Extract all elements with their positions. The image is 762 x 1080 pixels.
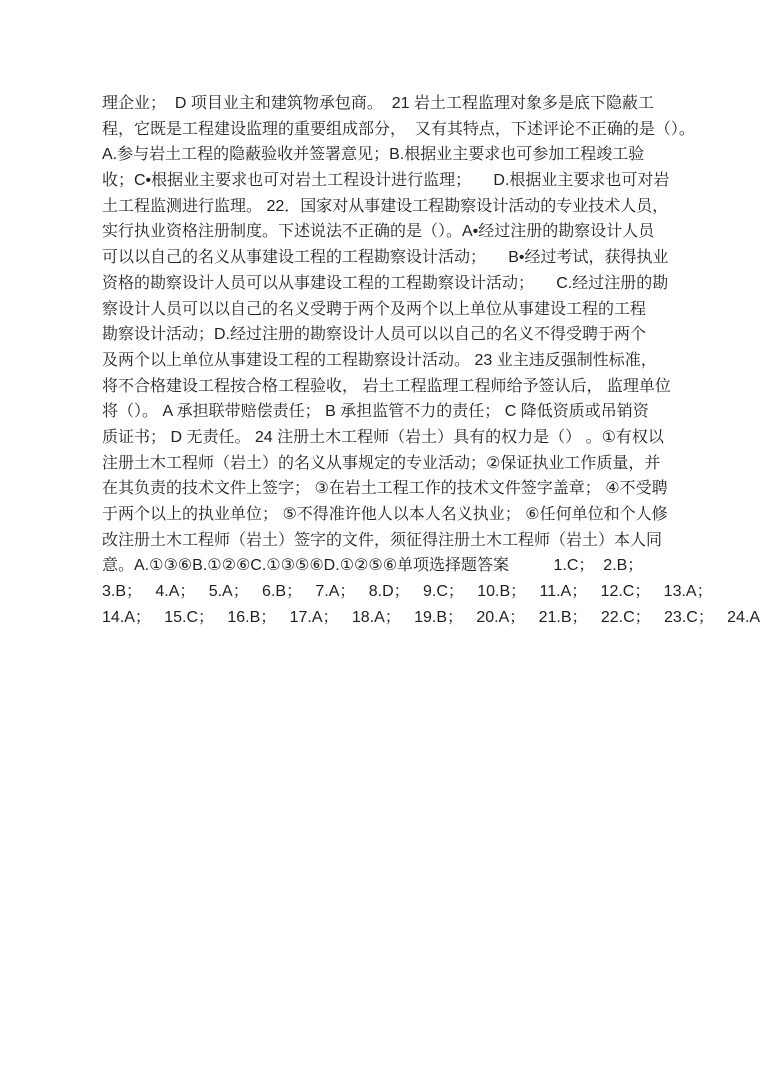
text-line: 注册土木工程师（岩土）的名义从事规定的专业活动；②保证执业工作质量，并 (102, 454, 661, 472)
text-line: 于两个以上的执业单位； ⑤不得准许他人以本人名义执业； ⑥任何单位和个人修 (102, 506, 668, 523)
text-line: 程，它既是工程建设监理的重要组成部分， 又有其特点，下述评论不正确的是（）。 (102, 120, 695, 138)
text-line: 察设计人员可以以自己的名义受聘于两个及两个以上单位从事建设工程的工程 (102, 300, 647, 318)
text-line: 3.B； 4.A； 5.A； 6.B； 7.A； 8.D； 9.C； 10.B； 11.A； 12.C； 13.A； (102, 583, 713, 601)
text-line: 在其负责的技术文件上签字； ③在岩土工程工作的技术文件签字盖章； ④不受聘 (102, 480, 668, 498)
text-line: 理企业； D 项目业主和建筑物承包商。 21 岩土工程监理对象多是底下隐蔽工 (102, 95, 655, 112)
text-line: 将不合格建设工程按合格工程验收， 岩土工程监理工程师给予签认后， 监理单位 (102, 377, 671, 395)
document-text-block (102, 91, 761, 630)
text-line: 资格的勘察设计人员可以从事建设工程的工程勘察设计活动； C.经过注册的勘 (102, 274, 669, 292)
text-line: 改注册土木工程师（岩土）签字的文件，须征得注册土木工程师（岩土）本人同 (102, 531, 663, 549)
text-line: 将（）。 A 承担联带赔偿责任； B 承担监管不力的责任； C 降低资质或吊销资 (102, 403, 649, 421)
text-line: 收；C•根据业主要求也可对岩土工程设计进行监理； D.根据业主要求也可对岩 (102, 172, 670, 190)
text-line: 质证书； D 无责任。 24 注册土木工程师（岩土）具有的权力是（） 。①有权以 (102, 428, 664, 446)
text-line: 土工程监测进行监理。 22．国家对从事建设工程勘察设计活动的专业技术人员， (102, 197, 669, 215)
text-line: 14.A； 15.C； 16.B； 17.A； 18.A； 19.B； 20.A； 21.B； 22.C； 23.C； 24.A (102, 608, 761, 626)
text-line: 及两个以上单位从事建设工程的工程勘察设计活动。 23 业主违反强制性标准， (102, 351, 657, 369)
text-line: 可以以自己的名义从事建设工程的工程勘察设计活动； B•经过考试，获得执业 (102, 249, 669, 267)
text-line: 实行执业资格注册制度。下述说法不正确的是（）。A•经过注册的勘察设计人员 (102, 223, 655, 241)
text-line: 勘察设计活动；D.经过注册的勘察设计人员可以以自己的名义不得受聘于两个 (102, 326, 647, 344)
text-line: 意。A.①③⑥B.①②⑥C.①③⑤⑥D.①②⑤⑥单项选择题答案 1.C； 2.B； (102, 557, 644, 575)
text-line: A.参与岩土工程的隐蔽验收并签署意见；B.根据业主要求也可参加工程竣工验 (102, 146, 645, 164)
